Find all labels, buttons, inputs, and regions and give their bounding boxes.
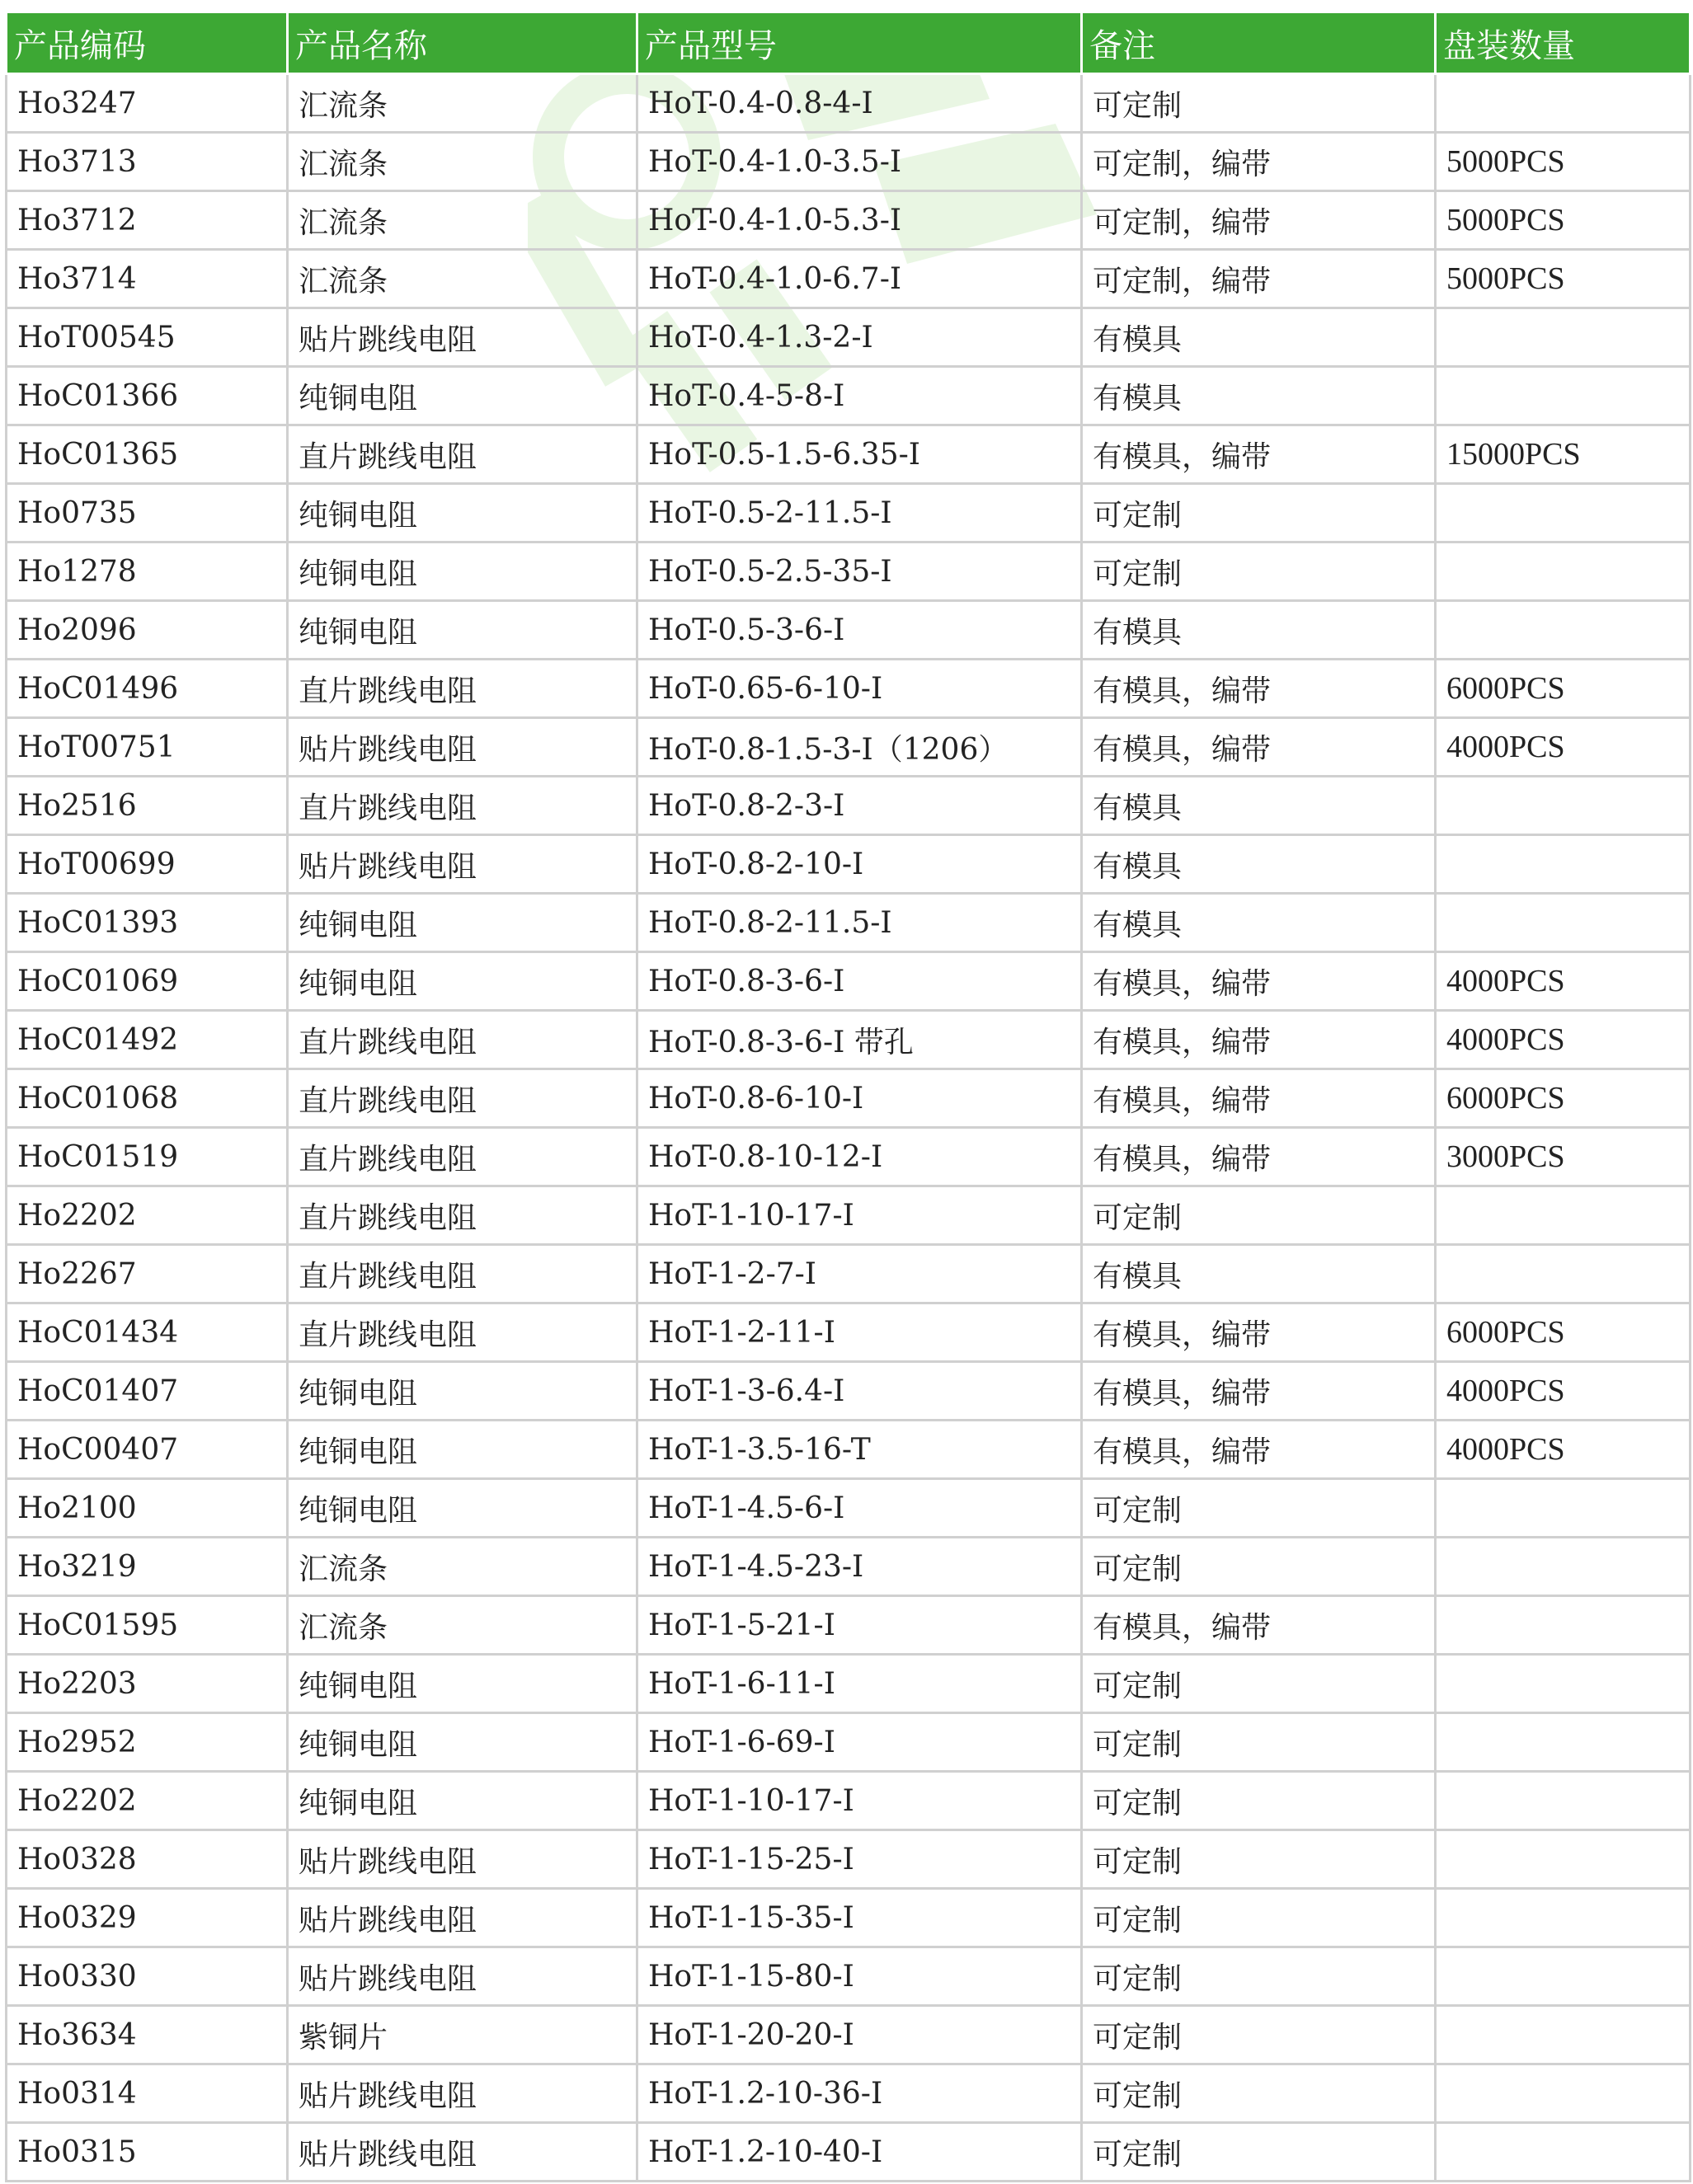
remarks-cell: 有模具 [1082,835,1436,894]
remarks-cell: 可定制，编带 [1082,133,1436,191]
product-name-cell: 汇流条 [288,133,637,191]
reel-quantity-cell: 4000PCS [1436,952,1691,1011]
table-row [7,484,1691,542]
remarks-cell: 可定制，编带 [1082,191,1436,250]
header-remarks: 备注 [1082,13,1436,74]
product-model-cell: HoT-1-4.5-6-I [637,1479,1082,1538]
product-name-cell: 纯铜电阻 [288,952,637,1011]
product-model-cell: HoT-1-6-11-I [637,1655,1082,1713]
product-name-cell: 贴片跳线电阻 [288,835,637,894]
table-row [7,2123,1691,2182]
remarks-cell: 有模具，编带 [1082,1303,1436,1362]
product-model-cell: HoT-1-2-11-I [637,1303,1082,1362]
header-reel-quantity: 盘装数量 [1436,13,1691,74]
reel-quantity-cell [1436,1713,1691,1772]
table-header [7,13,1691,74]
remarks-cell: 有模具，编带 [1082,718,1436,777]
product-code-cell: Ho0315 [7,2123,288,2182]
reel-quantity-cell [1436,601,1691,660]
product-name-cell: 汇流条 [288,1596,637,1655]
product-model-cell: HoT-0.4-5-8-I [637,367,1082,425]
table-row [7,718,1691,777]
remarks-cell: 可定制 [1082,1186,1436,1245]
product-name-cell: 直片跳线电阻 [288,1303,637,1362]
remarks-cell: 可定制 [1082,1830,1436,1889]
remarks-cell: 有模具，编带 [1082,1362,1436,1421]
product-code-cell: Ho1278 [7,542,288,601]
reel-quantity-cell [1436,542,1691,601]
product-model-cell: HoT-0.5-2.5-35-I [637,542,1082,601]
product-name-cell: 直片跳线电阻 [288,1128,637,1186]
reel-quantity-cell [1436,1538,1691,1596]
product-model-cell: HoT-0.65-6-10-I [637,660,1082,718]
reel-quantity-cell [1436,894,1691,952]
header-product-name: 产品名称 [288,13,637,74]
table-row [7,777,1691,835]
reel-quantity-cell [1436,1830,1691,1889]
product-name-cell: 贴片跳线电阻 [288,2064,637,2123]
product-model-cell: HoT-0.8-3-6-I [637,952,1082,1011]
product-model-cell: HoT-0.4-1.0-6.7-I [637,250,1082,308]
product-name-cell: 贴片跳线电阻 [288,1889,637,1947]
product-model-cell: HoT-1-15-80-I [637,1947,1082,2006]
table-row [7,425,1691,484]
product-name-cell: 紫铜片 [288,2006,637,2064]
remarks-cell: 有模具 [1082,894,1436,952]
remarks-cell: 可定制 [1082,1655,1436,1713]
product-model-cell: HoT-1-15-35-I [637,1889,1082,1947]
product-name-cell: 直片跳线电阻 [288,425,637,484]
product-code-cell: HoC01434 [7,1303,288,1362]
remarks-cell: 有模具，编带 [1082,425,1436,484]
product-name-cell: 汇流条 [288,74,637,133]
reel-quantity-cell [1436,2006,1691,2064]
table-row [7,1947,1691,2006]
remarks-cell: 有模具 [1082,1245,1436,1303]
reel-quantity-cell: 5000PCS [1436,250,1691,308]
product-name-cell: 贴片跳线电阻 [288,308,637,367]
product-name-cell: 纯铜电阻 [288,542,637,601]
product-name-cell: 汇流条 [288,191,637,250]
product-code-cell: Ho3247 [7,74,288,133]
table-row [7,2064,1691,2123]
remarks-cell: 有模具，编带 [1082,1128,1436,1186]
remarks-cell: 有模具 [1082,367,1436,425]
reel-quantity-cell: 3000PCS [1436,1128,1691,1186]
remarks-cell: 有模具，编带 [1082,660,1436,718]
product-code-cell: HoC01069 [7,952,288,1011]
remarks-cell: 有模具，编带 [1082,1421,1436,1479]
product-code-cell: HoC01519 [7,1128,288,1186]
remarks-cell: 有模具，编带 [1082,952,1436,1011]
product-code-cell: HoC01068 [7,1069,288,1128]
product-name-cell: 贴片跳线电阻 [288,718,637,777]
product-code-cell: HoT00545 [7,308,288,367]
remarks-cell: 有模具，编带 [1082,1069,1436,1128]
remarks-cell: 有模具 [1082,308,1436,367]
table-row [7,1772,1691,1830]
reel-quantity-cell: 5000PCS [1436,133,1691,191]
table-row [7,74,1691,133]
product-model-cell: HoT-0.5-2-11.5-I [637,484,1082,542]
product-code-cell: HoT00699 [7,835,288,894]
product-code-cell: HoC00407 [7,1421,288,1479]
reel-quantity-cell: 6000PCS [1436,1069,1691,1128]
product-code-cell: Ho3634 [7,2006,288,2064]
product-name-cell: 纯铜电阻 [288,1479,637,1538]
product-model-cell: HoT-0.8-3-6-I 带孔 [637,1011,1082,1069]
product-code-cell: HoC01407 [7,1362,288,1421]
reel-quantity-cell [1436,1479,1691,1538]
product-name-cell: 纯铜电阻 [288,1362,637,1421]
table-row [7,1889,1691,1947]
remarks-cell: 可定制 [1082,1713,1436,1772]
product-code-cell: HoC01365 [7,425,288,484]
product-code-cell: Ho0330 [7,1947,288,2006]
reel-quantity-cell: 4000PCS [1436,1421,1691,1479]
product-model-cell: HoT-1-10-17-I [637,1772,1082,1830]
remarks-cell: 可定制 [1082,74,1436,133]
remarks-cell: 可定制 [1082,1772,1436,1830]
table-row [7,1538,1691,1596]
product-code-cell: Ho3713 [7,133,288,191]
product-model-cell: HoT-0.4-1.0-5.3-I [637,191,1082,250]
remarks-cell: 有模具，编带 [1082,1596,1436,1655]
table-row [7,367,1691,425]
table-row [7,1596,1691,1655]
product-name-cell: 直片跳线电阻 [288,1245,637,1303]
product-code-cell: Ho0314 [7,2064,288,2123]
product-name-cell: 纯铜电阻 [288,484,637,542]
product-code-cell: Ho3219 [7,1538,288,1596]
table-row [7,1830,1691,1889]
product-code-cell: Ho0735 [7,484,288,542]
reel-quantity-cell: 5000PCS [1436,191,1691,250]
product-name-cell: 贴片跳线电阻 [288,2123,637,2182]
table-row [7,250,1691,308]
reel-quantity-cell: 6000PCS [1436,1303,1691,1362]
product-code-cell: Ho2202 [7,1772,288,1830]
product-name-cell: 直片跳线电阻 [288,777,637,835]
reel-quantity-cell [1436,2123,1691,2182]
product-code-cell: Ho2100 [7,1479,288,1538]
product-model-cell: HoT-1.2-10-40-I [637,2123,1082,2182]
product-name-cell: 贴片跳线电阻 [288,1830,637,1889]
table-row [7,542,1691,601]
table-row [7,308,1691,367]
remarks-cell: 可定制 [1082,2006,1436,2064]
product-code-cell: HoC01496 [7,660,288,718]
product-model-cell: HoT-1-3-6.4-I [637,1362,1082,1421]
product-name-cell: 直片跳线电阻 [288,1011,637,1069]
remarks-cell: 有模具，编带 [1082,1011,1436,1069]
product-model-cell: HoT-0.8-2-3-I [637,777,1082,835]
remarks-cell: 可定制 [1082,1889,1436,1947]
product-code-cell: Ho2202 [7,1186,288,1245]
product-code-cell: HoC01492 [7,1011,288,1069]
product-code-cell: Ho0328 [7,1830,288,1889]
product-model-cell: HoT-1-20-20-I [637,2006,1082,2064]
product-code-cell: Ho2952 [7,1713,288,1772]
reel-quantity-cell [1436,1186,1691,1245]
header-row [7,13,1691,74]
product-code-cell: Ho2516 [7,777,288,835]
product-name-cell: 纯铜电阻 [288,1421,637,1479]
remarks-cell: 可定制，编带 [1082,250,1436,308]
reel-quantity-cell: 4000PCS [1436,1011,1691,1069]
table-row [7,133,1691,191]
reel-quantity-cell [1436,1772,1691,1830]
product-code-cell: Ho3712 [7,191,288,250]
product-model-cell: HoT-0.8-10-12-I [637,1128,1082,1186]
table-row [7,1479,1691,1538]
table-row [7,894,1691,952]
reel-quantity-cell: 4000PCS [1436,1362,1691,1421]
product-model-cell: HoT-0.8-2-10-I [637,835,1082,894]
product-code-cell: HoT00751 [7,718,288,777]
table-row [7,660,1691,718]
remarks-cell: 有模具 [1082,601,1436,660]
product-name-cell: 汇流条 [288,1538,637,1596]
product-model-cell: HoT-0.5-1.5-6.35-I [637,425,1082,484]
reel-quantity-cell [1436,777,1691,835]
product-model-cell: HoT-0.4-0.8-4-I [637,74,1082,133]
product-model-cell: HoT-1-5-21-I [637,1596,1082,1655]
table-row [7,2006,1691,2064]
product-model-cell: HoT-0.8-1.5-3-I（1206） [637,718,1082,777]
header-product-code: 产品编码 [7,13,288,74]
product-model-cell: HoT-0.4-1.0-3.5-I [637,133,1082,191]
product-name-cell: 纯铜电阻 [288,367,637,425]
table-row [7,1303,1691,1362]
product-code-cell: HoC01366 [7,367,288,425]
remarks-cell: 可定制 [1082,2123,1436,2182]
reel-quantity-cell [1436,74,1691,133]
remarks-cell: 可定制 [1082,1538,1436,1596]
table-row [7,1362,1691,1421]
reel-quantity-cell [1436,2064,1691,2123]
reel-quantity-cell [1436,308,1691,367]
table-body [7,74,1691,2182]
reel-quantity-cell: 6000PCS [1436,660,1691,718]
reel-quantity-cell: 4000PCS [1436,718,1691,777]
table-row [7,1421,1691,1479]
remarks-cell: 可定制 [1082,2064,1436,2123]
product-code-cell: Ho3714 [7,250,288,308]
product-model-cell: HoT-0.5-3-6-I [637,601,1082,660]
product-name-cell: 纯铜电阻 [288,894,637,952]
table-row [7,1713,1691,1772]
product-code-cell: HoC01393 [7,894,288,952]
product-name-cell: 纯铜电阻 [288,1713,637,1772]
product-name-cell: 汇流条 [288,250,637,308]
product-model-cell: HoT-0.8-2-11.5-I [637,894,1082,952]
reel-quantity-cell [1436,1889,1691,1947]
reel-quantity-cell [1436,367,1691,425]
product-model-cell: HoT-1-4.5-23-I [637,1538,1082,1596]
product-model-cell: HoT-1-15-25-I [637,1830,1082,1889]
reel-quantity-cell [1436,1655,1691,1713]
product-name-cell: 贴片跳线电阻 [288,1947,637,2006]
product-table [5,13,1691,2182]
reel-quantity-cell [1436,1947,1691,2006]
product-code-cell: HoC01595 [7,1596,288,1655]
product-model-cell: HoT-0.8-6-10-I [637,1069,1082,1128]
remarks-cell: 有模具 [1082,777,1436,835]
header-product-model: 产品型号 [637,13,1082,74]
product-code-cell: Ho0329 [7,1889,288,1947]
reel-quantity-cell [1436,835,1691,894]
table-row [7,1069,1691,1128]
table-row [7,191,1691,250]
product-name-cell: 直片跳线电阻 [288,1186,637,1245]
product-code-cell: Ho2096 [7,601,288,660]
remarks-cell: 可定制 [1082,542,1436,601]
remarks-cell: 可定制 [1082,1947,1436,2006]
product-code-cell: Ho2203 [7,1655,288,1713]
product-model-cell: HoT-1-6-69-I [637,1713,1082,1772]
table-row [7,1655,1691,1713]
product-model-cell: HoT-1-2-7-I [637,1245,1082,1303]
product-model-cell: HoT-1-10-17-I [637,1186,1082,1245]
product-model-cell: HoT-0.4-1.3-2-I [637,308,1082,367]
product-name-cell: 直片跳线电阻 [288,660,637,718]
reel-quantity-cell [1436,484,1691,542]
reel-quantity-cell [1436,1596,1691,1655]
product-code-cell: Ho2267 [7,1245,288,1303]
product-name-cell: 纯铜电阻 [288,1655,637,1713]
table-row [7,601,1691,660]
product-model-cell: HoT-1-3.5-16-T [637,1421,1082,1479]
remarks-cell: 可定制 [1082,484,1436,542]
remarks-cell: 可定制 [1082,1479,1436,1538]
product-model-cell: HoT-1.2-10-36-I [637,2064,1082,2123]
table-row [7,1245,1691,1303]
product-name-cell: 纯铜电阻 [288,1772,637,1830]
product-name-cell: 直片跳线电阻 [288,1069,637,1128]
reel-quantity-cell: 15000PCS [1436,425,1691,484]
table-row [7,952,1691,1011]
table-row [7,1186,1691,1245]
product-name-cell: 纯铜电阻 [288,601,637,660]
reel-quantity-cell [1436,1245,1691,1303]
table-row [7,1011,1691,1069]
table-row [7,1128,1691,1186]
table-row [7,835,1691,894]
